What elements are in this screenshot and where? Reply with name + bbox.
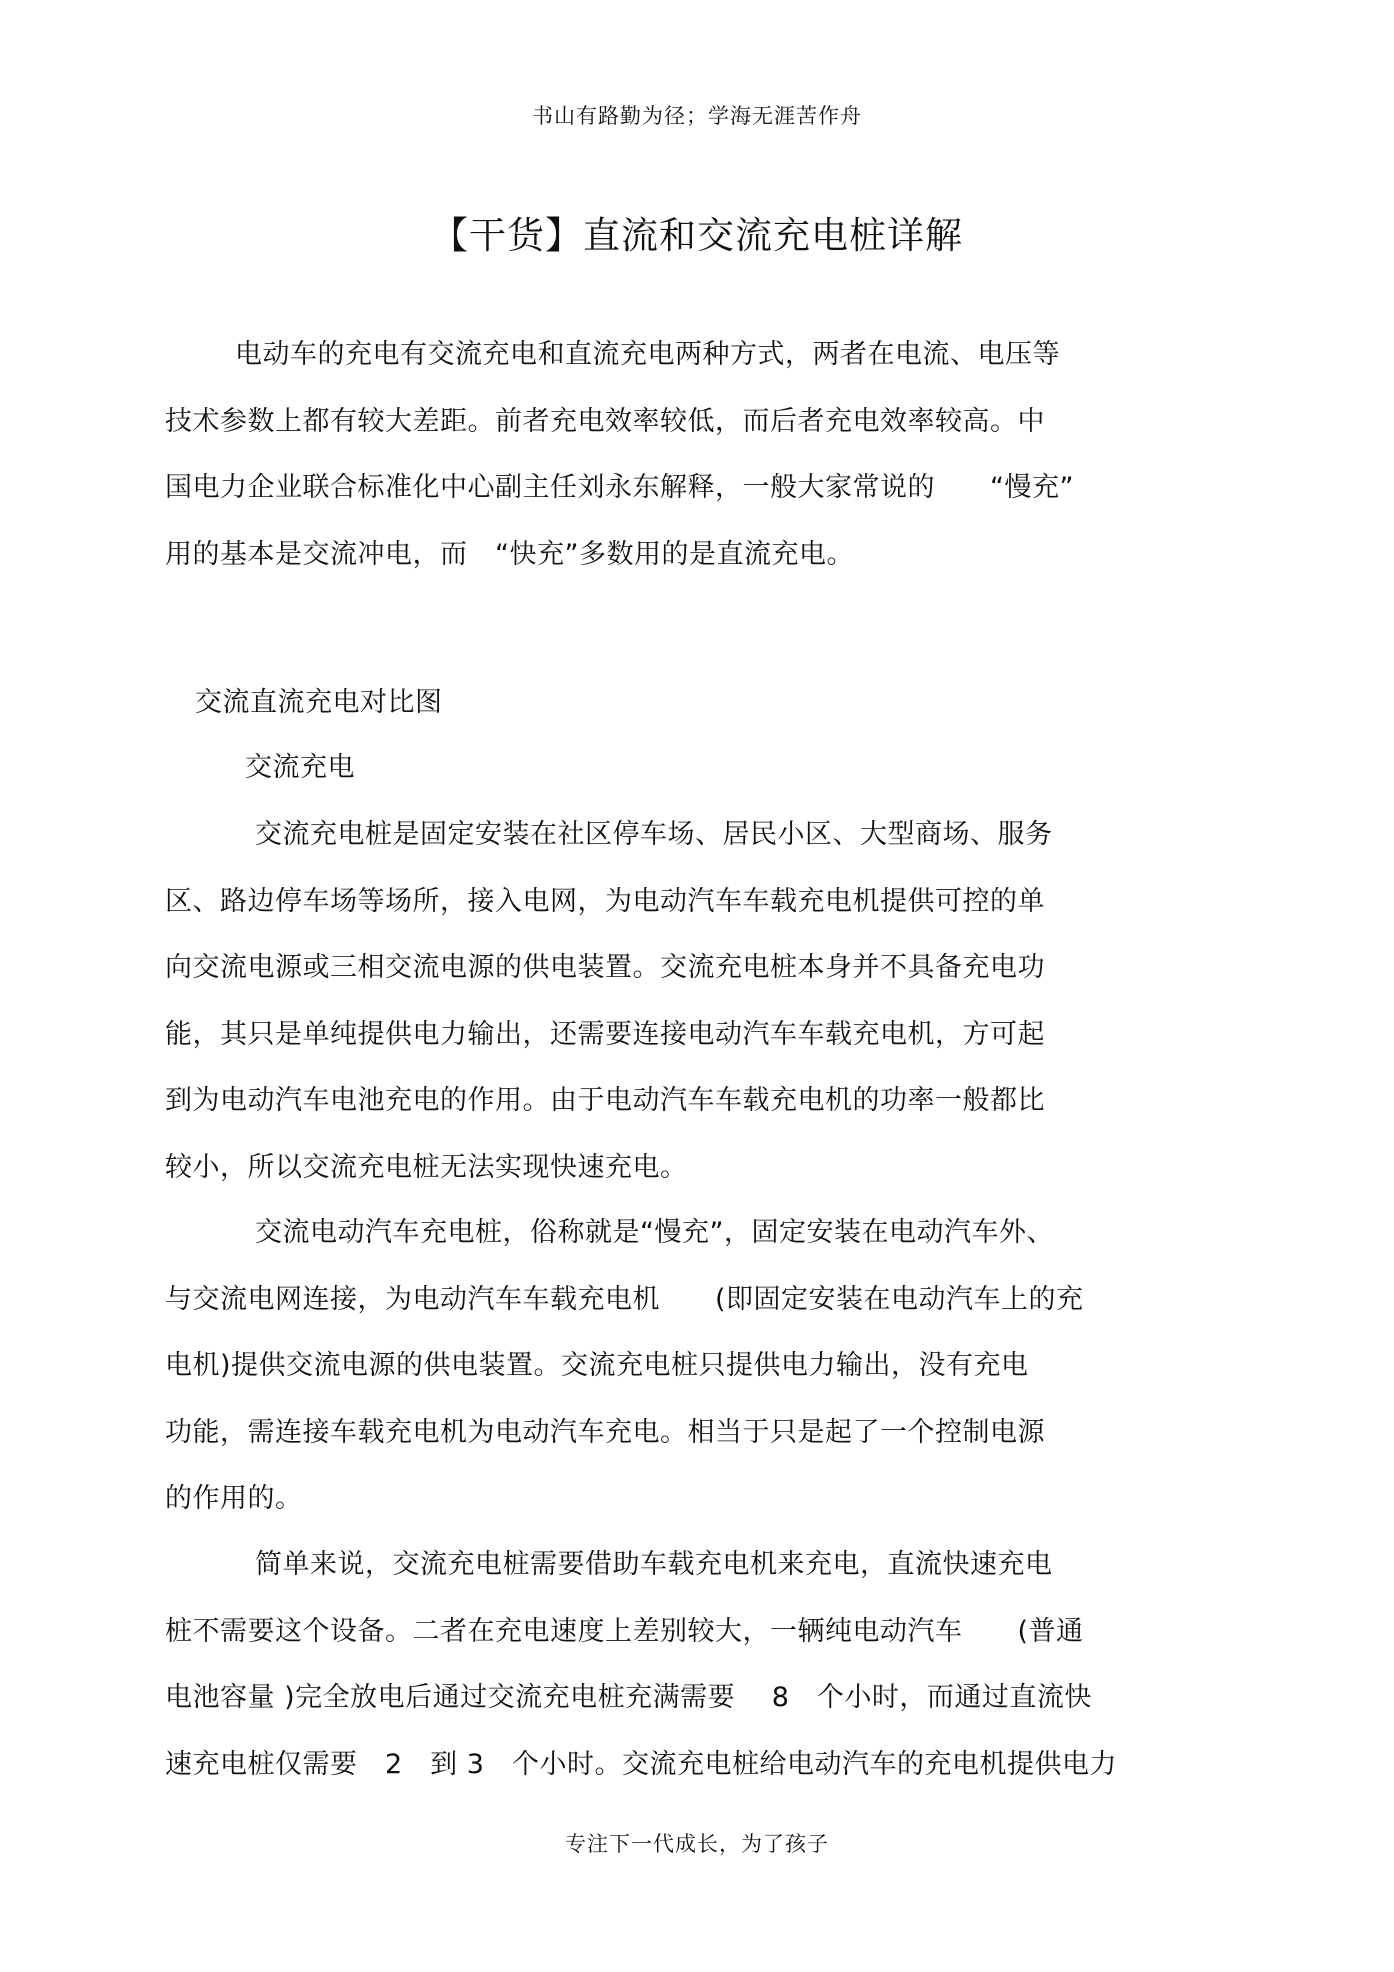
ac-paragraph-3	[165, 1532, 1205, 1798]
ac-para1-line: 较小，所以交流充电桩无法实现快速充电。	[165, 1151, 688, 1183]
ac-para3-line: 桩不需要这个设备。二者在充电速度上差别较大，一辆纯电动汽车 (普通	[165, 1615, 1084, 1647]
ac-para1-line: 向交流电源或三相交流电源的供电装置。交流充电桩本身并不具备充电功	[165, 952, 1045, 983]
intro-paragraph	[165, 322, 1205, 588]
document-title: 【干货】直流和交流充电桩详解	[431, 214, 963, 257]
intro-line: 国电力企业联合标准化中心副主任刘永东解释，一般大家常说的 “慢充”	[165, 472, 1074, 503]
ac-para1-line: 区、路边停车场等场所，接入电网，为电动汽车车载充电机提供可控的单	[165, 885, 1045, 917]
page-footer: 专注下一代成长，为了孩子	[565, 1832, 829, 1856]
ac-paragraph-1	[165, 802, 1205, 1201]
ac-heading: 交流充电	[245, 752, 355, 783]
ac-para1-line: 到为电动汽车电池充电的作用。由于电动汽车车载充电机的功率一般都比	[165, 1085, 1045, 1116]
comparison-heading: 交流直流充电对比图	[195, 687, 443, 718]
ac-para1-line: 能，其只是单纯提供电力输出，还需要连接电动汽车车载充电机，方可起	[165, 1018, 1045, 1050]
intro-line: 电动车的充电有交流充电和直流充电两种方式，两者在电流、电压等	[235, 339, 1060, 370]
ac-para2-line: 的作用的。	[165, 1483, 303, 1514]
intro-line: 技术参数上都有较大差距。前者充电效率较低，而后者充电效率较高。中	[165, 405, 1045, 437]
ac-para2-line: 交流电动汽车充电桩，俗称就是“慢充”，固定安装在电动汽车外、	[255, 1217, 1054, 1248]
intro-line: 用的基本是交流冲电，而 “快充”多数用的是直流充电。	[165, 538, 854, 570]
ac-paragraph-2	[165, 1200, 1205, 1533]
ac-para2-line: 电机)提供交流电源的供电装置。交流充电桩只提供电力输出，没有充电	[165, 1350, 1029, 1381]
ac-para2-line: 与交流电网连接，为电动汽车车载充电机 (即固定安装在电动汽车上的充	[165, 1283, 1084, 1315]
ac-para3-line: 速充电桩仅需要 2 到 3 个小时。交流充电桩给电动汽车的充电机提供电力	[165, 1748, 1117, 1780]
ac-para3-line: 电池容量 )完全放电后通过交流充电桩充满需要 8 个小时，而通过直流快	[165, 1682, 1092, 1713]
ac-para1-line: 交流充电桩是固定安装在社区停车场、居民小区、大型商场、服务	[255, 819, 1053, 850]
ac-para2-line: 功能，需连接车载充电机为电动汽车充电。相当于只是起了一个控制电源	[165, 1416, 1045, 1448]
ac-para3-line: 简单来说，交流充电桩需要借助车载充电机来充电，直流快速充电	[255, 1549, 1053, 1580]
page-header: 书山有路勤为径；学海无涯苦作舟	[532, 104, 862, 128]
